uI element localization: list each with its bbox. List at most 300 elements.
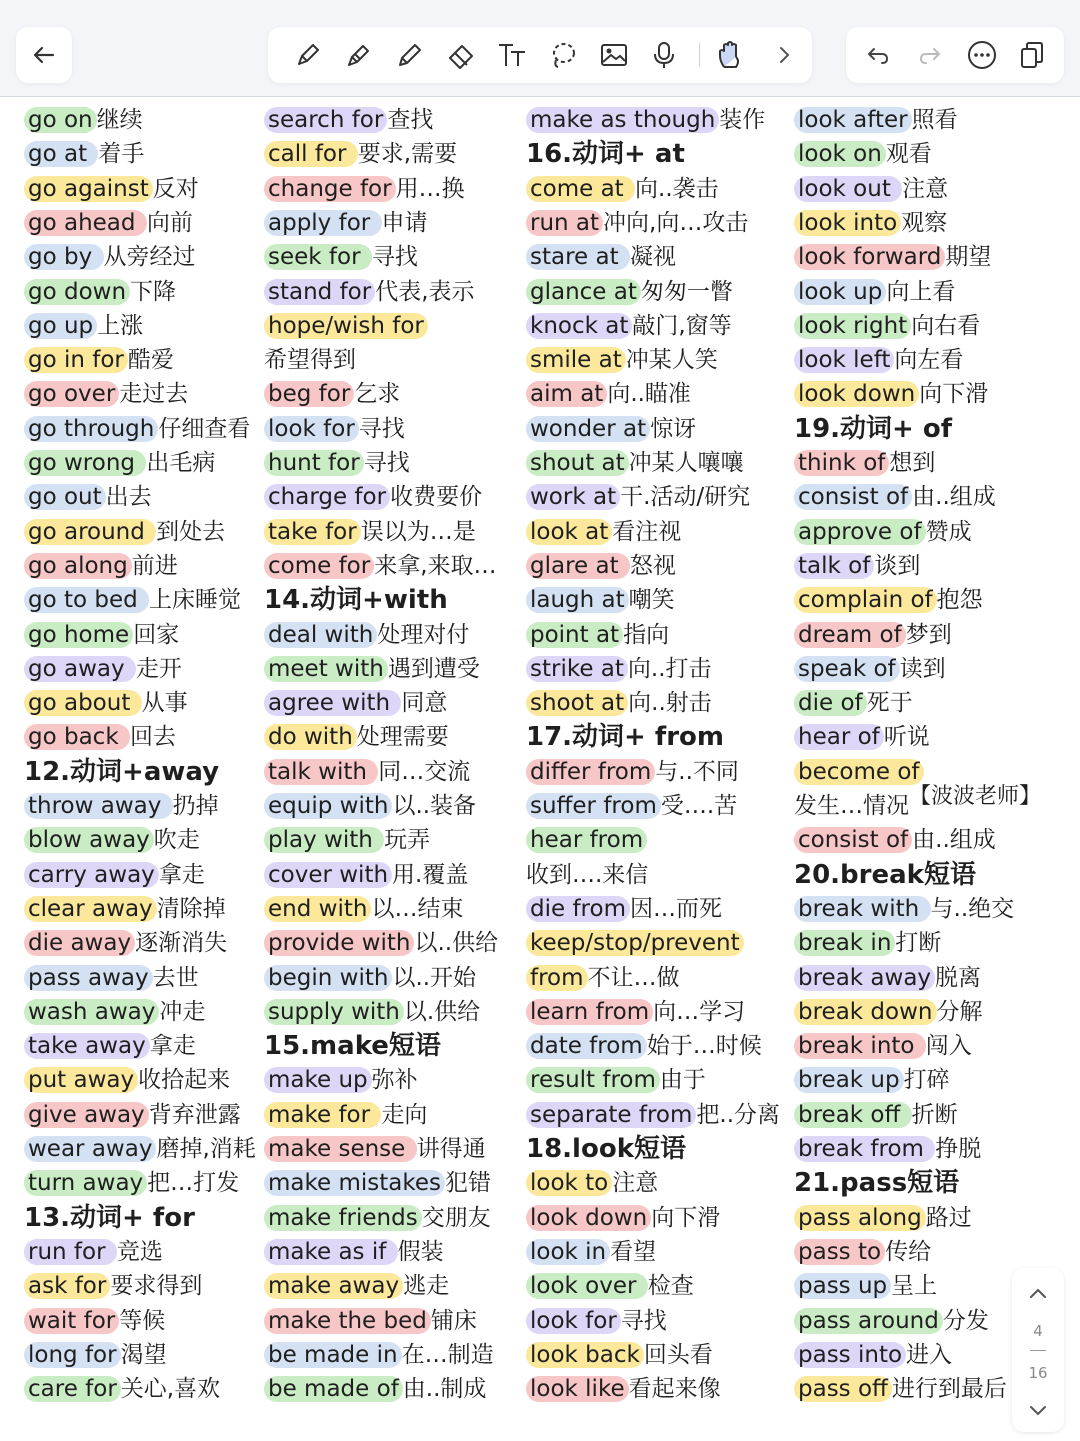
phrase-line [264, 549, 497, 583]
phrase-chinese: 谈到 [874, 552, 921, 579]
phrase-line [24, 412, 250, 446]
page-number-divider [1030, 1350, 1046, 1351]
phrase-english: die of [794, 690, 867, 716]
phrase-line [526, 961, 680, 995]
pencil-icon[interactable] [392, 37, 428, 73]
phrase-english: wonder at [526, 416, 650, 442]
phrase-chinese: 向上看 [886, 278, 956, 305]
phrase-english: separate from [526, 1102, 696, 1128]
phrase-english: consist of [794, 484, 912, 510]
phrase-line [264, 755, 470, 789]
pages-icon[interactable] [1014, 37, 1050, 73]
phrase-english: hear of [794, 724, 884, 750]
phrase-chinese: 由..组成 [912, 484, 996, 511]
phrase-english: run at [526, 210, 603, 236]
phrase-line [794, 926, 941, 960]
phrase-english: go about [24, 690, 142, 716]
section-heading: 13.动词+ for [24, 1202, 195, 1233]
phrase-chinese: 回家 [133, 621, 180, 648]
phrase-line [264, 618, 469, 652]
phrase-chinese: 走开 [135, 655, 182, 682]
section-heading: 12.动词+away [24, 756, 220, 787]
phrase-line [264, 412, 405, 446]
phrase-english: make mistakes [264, 1170, 445, 1196]
phrase-chinese: 从旁经过 [103, 244, 196, 271]
phrase-line [24, 240, 196, 274]
phrase-chinese: 着手 [98, 141, 145, 168]
phrase-english: stand for [264, 279, 375, 305]
phrase-line [264, 206, 428, 240]
phrase-english: deal with [264, 622, 377, 648]
phrase-line [24, 343, 174, 377]
phrase-chinese: 想到 [889, 450, 936, 476]
phrase-line [24, 1029, 196, 1063]
phrase-english: make up [264, 1067, 372, 1093]
phrase-english: go over [24, 381, 119, 407]
phrase-english: look out [794, 176, 902, 202]
phrase-line [794, 618, 952, 652]
phrase-english: go to bed [24, 587, 149, 613]
phrase-chinese: 走向 [381, 1101, 428, 1128]
phrase-english: make for [264, 1102, 381, 1128]
phrase-english: break in [794, 930, 895, 956]
phrase-chinese: 讲得通 [416, 1136, 486, 1162]
image-icon[interactable] [596, 37, 632, 73]
phrase-english: beg for [264, 381, 354, 407]
phrase-english: break from [794, 1136, 935, 1162]
phrase-line [794, 823, 996, 857]
phrase-english: give away [24, 1102, 149, 1128]
phrase-chinese: 寻找 [363, 450, 410, 476]
phrase-english: look in [526, 1239, 610, 1265]
eraser-icon[interactable] [443, 37, 479, 73]
phrase-chinese: 酷爱 [127, 347, 174, 374]
phrase-chinese: 与..绝交 [930, 895, 1015, 922]
phrase-line [794, 206, 947, 240]
phrase-chinese: 分发 [942, 1307, 989, 1334]
phrase-line [24, 1269, 202, 1303]
phrase-english: aim at [526, 381, 607, 407]
phrase-line [794, 1372, 1007, 1406]
phrase-english: apply for [264, 210, 382, 236]
phrase-english: work at [526, 484, 620, 510]
phrase-chinese: 打断 [895, 930, 942, 957]
phrase-line [24, 1098, 241, 1132]
phrase-line [526, 892, 722, 926]
phrase-english: look right [794, 313, 911, 339]
phrase-english: carry away [24, 862, 159, 888]
phrase-chinese: 走过去 [119, 381, 189, 408]
phrase-english: suffer from [526, 793, 661, 819]
phrase-english: break up [794, 1067, 904, 1093]
undo-icon[interactable] [860, 37, 896, 73]
phrase-english: look for [526, 1308, 621, 1334]
phrase-english: wait for [24, 1308, 119, 1334]
phrase-line [24, 1235, 163, 1269]
phrase-english: shout at [526, 450, 629, 476]
phrase-english: pass away [24, 965, 153, 991]
phrase-line [264, 240, 418, 274]
phrase-line [526, 1098, 780, 1132]
phrase-english: go at [24, 141, 98, 167]
phrase-english: play with [264, 827, 384, 853]
phrase-english: approve of [794, 519, 926, 545]
phrase-line [526, 446, 744, 480]
phrase-line [264, 1372, 486, 1406]
phrase-line [794, 1304, 989, 1338]
phrase-line [24, 823, 200, 857]
phrase-line [24, 1132, 256, 1166]
phrase-chinese: 照看 [911, 107, 958, 133]
phrase-line [794, 1269, 937, 1303]
phrase-english: meet with [264, 656, 388, 682]
phrase-line [526, 480, 750, 514]
phrase-line [526, 1235, 656, 1269]
phrase-line [24, 275, 176, 309]
page-up-icon[interactable] [1026, 1282, 1050, 1306]
phrase-chinese: 交朋友 [421, 1204, 491, 1231]
page-down-icon[interactable] [1026, 1398, 1050, 1422]
phrase-line [794, 583, 983, 617]
phrase-chinese: 向右看 [911, 312, 981, 339]
phrase-english: blow away [24, 827, 154, 853]
phrase-chinese: 乞求 [354, 381, 401, 408]
phrase-line [264, 275, 475, 309]
phrase-chinese: 用…换 [395, 175, 465, 202]
phrase-chinese: 收拾起来 [138, 1067, 231, 1094]
phrase-english: hear from [526, 827, 647, 853]
phrase-english: be made of [264, 1376, 403, 1402]
phrase-english: knock at [526, 313, 632, 339]
phrase-chinese: 逃走 [403, 1273, 450, 1300]
phrase-chinese: 匆匆一瞥 [640, 278, 733, 305]
phrase-chinese: 折断 [911, 1101, 958, 1128]
phrase-chinese: 期望 [945, 244, 992, 271]
phrase-chinese: 反对 [152, 175, 199, 202]
phrase-line [794, 1235, 931, 1269]
phrase-english: talk of [794, 553, 874, 579]
phrase-chinese: 读到 [899, 655, 946, 682]
phrase-line [24, 892, 226, 926]
phrase-chinese: 扔掉 [172, 793, 219, 819]
phrase-chinese: 代表,表示 [375, 278, 475, 305]
phrase-line [264, 1269, 449, 1303]
phrase-english: go on [24, 107, 97, 133]
phrase-english: result from [526, 1067, 660, 1093]
phrase-chinese: 敲门,窗等 [632, 312, 732, 339]
phrase-chinese: 仔细查看 [158, 415, 251, 442]
phrase-english: keep/stop/prevent [526, 930, 744, 956]
phrase-english: go home [24, 622, 133, 648]
phrase-chinese: 犯错 [444, 1170, 491, 1197]
phrase-english: call for [264, 141, 358, 167]
phrase-line [794, 1063, 950, 1097]
phrase-english: glance at [526, 279, 641, 305]
phrase-english: break with [794, 896, 931, 922]
phrase-english: provide with [264, 930, 414, 956]
phrase-chinese: 竞选 [116, 1238, 163, 1265]
phrase-line [794, 515, 972, 549]
phrase-line [526, 275, 733, 309]
phrase-english: be made in [264, 1342, 402, 1368]
phrase-line [526, 652, 712, 686]
phrase-chinese: 死于 [866, 690, 913, 717]
phrase-chinese: 惊讶 [650, 415, 697, 442]
phrase-chinese: 回头看 [643, 1341, 713, 1368]
phrase-chinese: 凝视 [629, 244, 676, 271]
phrase-chinese: 以…结束 [371, 895, 464, 922]
phrase-line [264, 1098, 427, 1132]
phrase-line [264, 343, 356, 377]
phrase-chinese: 从事 [141, 690, 188, 717]
phrase-chinese: 磨掉,消耗 [156, 1136, 256, 1162]
phrase-line [264, 1304, 477, 1338]
phrase-english: look down [794, 381, 919, 407]
phrase-line [264, 720, 449, 754]
phrase-english: look like [526, 1376, 629, 1402]
hand-icon[interactable] [712, 37, 748, 73]
phrase-english: throw away [24, 793, 173, 819]
phrase-chinese: 看起来像 [628, 1376, 721, 1403]
phrase-english: agree with [264, 690, 401, 716]
phrase-chinese: 赞成 [925, 518, 972, 545]
phrase-line [24, 206, 193, 240]
phrase-english: begin with [264, 965, 392, 991]
phrase-english: pass to [794, 1239, 885, 1265]
phrase-english: die away [24, 930, 135, 956]
phrase-chinese: 同意 [401, 690, 448, 717]
phrase-line [794, 309, 980, 343]
phrase-line [794, 995, 983, 1029]
phrase-chinese: 渴望 [120, 1341, 167, 1368]
phrase-english: look down [526, 1205, 651, 1231]
phrase-line [24, 1372, 220, 1406]
phrase-chinese: 要求,需要 [357, 141, 458, 168]
phrase-chinese: 用.覆盖 [392, 861, 469, 888]
phrase-english: wash away [24, 999, 159, 1025]
phrase-line [24, 1304, 165, 1338]
phrase-line [794, 343, 963, 377]
phrase-english: take away [24, 1033, 150, 1059]
phrase-chinese: 寻找 [371, 244, 418, 271]
phrase-chinese: 闯入 [925, 1033, 972, 1060]
phrase-english: look into [794, 210, 901, 236]
phrase-english: pass around [794, 1308, 943, 1334]
section-heading: 15.make短语 [264, 1031, 441, 1062]
phrase-line [526, 103, 765, 137]
phrase-line [264, 858, 468, 892]
phrase-chinese: 挣脱 [935, 1136, 982, 1162]
page-navigator [1012, 1268, 1064, 1432]
phrase-chinese: 在…制造 [401, 1341, 494, 1368]
phrase-chinese: 玩弄 [384, 827, 431, 854]
phrase-line [794, 686, 913, 720]
phrase-english: break into [794, 1033, 926, 1059]
phrase-english: wear away [24, 1136, 156, 1162]
phrase-chinese: 抱怨 [936, 587, 983, 614]
phrase-english: differ from [526, 759, 655, 785]
section-heading: 19.动词+ of [794, 413, 953, 444]
phrase-chinese: 处理对付 [377, 621, 470, 648]
phrase-english: talk with [264, 759, 378, 785]
phrase-chinese: 注意 [902, 175, 949, 202]
phrase-line [24, 446, 215, 480]
back-button[interactable] [16, 27, 72, 83]
phrase-line [24, 858, 205, 892]
phrase-english: put away [24, 1067, 138, 1093]
more-options-icon[interactable] [964, 37, 1000, 73]
phrase-chinese: 路过 [925, 1204, 972, 1231]
phrase-chinese: 受….苦 [660, 793, 738, 819]
phrase-chinese: 以..开始 [392, 964, 477, 991]
phrase-line [526, 309, 732, 343]
phrase-english: dream of [794, 622, 906, 648]
phrase-line [526, 1372, 721, 1406]
phrase-line [526, 1063, 706, 1097]
phrase-chinese: 由..组成 [912, 827, 996, 854]
phrase-english: look left [794, 347, 894, 373]
phrase-english: care for [24, 1376, 121, 1402]
phrase-english: clear away [24, 896, 157, 922]
phrase-english: pass off [794, 1376, 892, 1402]
phrase-chinese: 关心,喜欢 [120, 1376, 221, 1403]
phrase-line [24, 172, 199, 206]
phrase-chinese: 分解 [936, 998, 983, 1025]
phrase-line [526, 1201, 720, 1235]
phrase-chinese: 遇到遭受 [387, 655, 480, 682]
phrase-chinese: 收费要价 [390, 484, 483, 511]
phrase-english: hope/wish for [264, 313, 428, 339]
phrase-english: date from [526, 1033, 647, 1059]
phrase-english: change for [264, 176, 396, 202]
phrase-english: pass along [794, 1205, 926, 1231]
phrase-line [526, 1166, 658, 1200]
section-heading: 21.pass短语 [794, 1168, 960, 1199]
phrase-chinese: 把..分离 [696, 1101, 781, 1128]
phrase-chinese: 向前 [146, 209, 193, 236]
phrase-line [794, 137, 932, 171]
phrase-line [264, 789, 476, 823]
lasso-icon[interactable] [545, 37, 581, 73]
phrase-chinese: 拿走 [149, 1033, 196, 1060]
phrase-english: turn away [24, 1170, 147, 1196]
phrase-chinese: 看注视 [612, 518, 682, 545]
phrase-chinese: 向..袭击 [635, 175, 719, 202]
phrase-line [24, 309, 143, 343]
phrase-english: look back [526, 1342, 644, 1368]
phrase-english: cover with [264, 862, 392, 888]
text-icon[interactable] [494, 37, 530, 73]
phrase-line [794, 275, 955, 309]
phrase-english: complain of [794, 587, 937, 613]
phrase-english: break down [794, 999, 937, 1025]
phrase-chinese: 寻找 [620, 1307, 667, 1334]
phrase-english: ask for [24, 1273, 110, 1299]
phrase-chinese: 装作 [719, 107, 766, 133]
phrase-english: end with [264, 896, 371, 922]
phrase-chinese: 冲走 [159, 998, 206, 1025]
phrase-line [794, 480, 996, 514]
phrase-chinese: 出去 [105, 484, 152, 511]
phrase-line [526, 1269, 694, 1303]
phrase-line [526, 206, 748, 240]
phrase-chinese: 清除掉 [156, 895, 226, 922]
phrase-line [526, 172, 719, 206]
phrase-chinese: 处理需要 [356, 724, 449, 751]
phrase-chinese: 呈上 [891, 1273, 938, 1300]
phrase-english: stare at [526, 244, 630, 270]
phrase-chinese: 向..打击 [627, 655, 712, 682]
phrase-chinese: 希望得到 [264, 347, 356, 374]
phrase-line [24, 995, 205, 1029]
phrase-chinese: 背弃泄露 [148, 1101, 241, 1128]
document-actions-bar [846, 27, 1064, 83]
phrase-line [794, 784, 1042, 823]
phrase-chinese: 脱离 [935, 964, 982, 991]
phrase-english: go in for [24, 347, 128, 373]
phrase-english: think of [794, 450, 889, 476]
phrase-english: go around [24, 519, 156, 545]
phrase-line [24, 720, 176, 754]
phrase-english: break away [794, 965, 935, 991]
phrase-english: go away [24, 656, 136, 682]
phrase-chinese: 误以为…是 [360, 518, 476, 545]
phrase-chinese: 上床睡觉 [149, 587, 242, 614]
phrase-chinese: 由于 [659, 1067, 706, 1094]
phrase-english: speak of [794, 656, 900, 682]
phrase-english: go through [24, 416, 158, 442]
phrase-chinese: 检查 [647, 1273, 694, 1300]
phrase-english: go down [24, 279, 130, 305]
phrase-line [24, 1338, 167, 1372]
phrase-chinese: 冲某人笑 [625, 347, 718, 374]
phrase-chinese: 由..制成 [402, 1376, 487, 1403]
phrase-line [794, 1201, 972, 1235]
phrase-chinese: 拿走 [158, 861, 205, 888]
phrase-english: search for [264, 107, 387, 133]
phrase-english: take for [264, 519, 361, 545]
phrase-chinese: 发生…情况 [794, 793, 909, 819]
phrase-chinese: 怒视 [629, 552, 676, 579]
phrase-chinese: 申请 [381, 209, 428, 236]
phrase-line [526, 515, 681, 549]
phrase-chinese: 要求得到 [110, 1273, 203, 1300]
section-heading: 14.动词+with [264, 585, 448, 616]
phrase-chinese: 回去 [129, 724, 176, 751]
phrase-english: come at [526, 176, 635, 202]
phrase-chinese: 逐渐消失 [135, 930, 228, 957]
phrase-english: look after [794, 107, 912, 133]
phrase-line [264, 1338, 494, 1372]
phrase-english: shoot at [526, 690, 628, 716]
phrase-english: equip with [264, 793, 392, 819]
redo-icon[interactable] [912, 37, 948, 73]
phrase-english: go back [24, 724, 130, 750]
highlighter-icon[interactable] [341, 37, 377, 73]
microphone-icon[interactable] [646, 37, 682, 73]
phrase-line [794, 172, 948, 206]
phrase-english: make the bed [264, 1308, 431, 1334]
phrase-line [264, 1166, 491, 1200]
phrase-english: from [526, 965, 588, 991]
chevron-right-icon[interactable] [766, 37, 802, 73]
phrase-chinese: 不让…做 [587, 964, 680, 991]
phrase-chinese: 来拿,来取… [374, 552, 497, 579]
phrase-chinese: 向…学习 [653, 998, 746, 1025]
pen-icon[interactable] [290, 37, 326, 73]
phrase-line [526, 1304, 667, 1338]
phrase-english: pass up [794, 1273, 891, 1299]
